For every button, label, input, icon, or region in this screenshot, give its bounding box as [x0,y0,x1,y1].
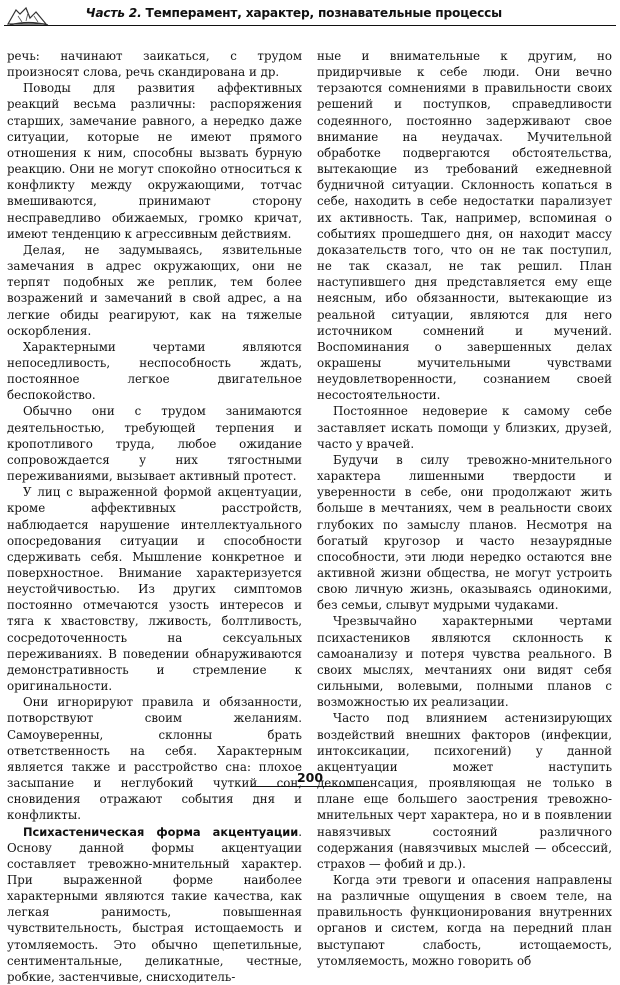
paragraph [317,403,612,451]
paragraph-text: Постоянное недоверие к самому себе заставляет искать помощи у близких, друзей, часто у врачей. [317,404,612,450]
chapter-title: Темперамент, характер, познавательные процессы [146,6,502,20]
paragraph [317,613,612,710]
paragraph-text: Поводы для развития аффективных реакций весьма различны: распоряжения старших, замечание равного, а нередко даже ситуации, которые не имеют прямого отношения к ним, способны вызвать бурную реакцию. Они не могут спокойно относиться к конфликту между окружающими, тотчас вмешиваются, принимают сторону несправедливо обижаемых, громко кричат, имеют тенденцию к агрессивным действиям. [7,81,302,240]
paragraph-text: Будучи в силу тревожно-мнительного характера лишенными твердости и уверенности в себе, они продолжают жить больше в мечтаниях, чем в реальности своих глубоких по замыслу планов. Несмотря на богатый кругозор и часто незаурядные способности, эти люди нередко остаются вне активной жизни общества, не могут устроить свою личную жизнь, оказываясь одинокими, без семьи, слывут мудрыми чудаками. [317,453,612,612]
header-rule [4,25,616,26]
paragraph-text: Часто под влиянием астенизирующих воздействий внешних факторов (инфекции, интоксикации, психогений) у данной акцентуации может наступить декомпенсация, проявляющая не только в плане еще большего заострения тревожно-мнительных черт характера, но и в появлении навязчивых состояний различного содержания (навязчивых мыслей — обсессий, страхов — фобий и др.). [317,711,612,870]
footer-rule [250,786,370,787]
part-label: Часть 2. [86,6,142,20]
paragraph [317,452,612,614]
paragraph [7,484,302,694]
paragraph-text: Они игнорируют правила и обязанности, потворствуют своим желаниям. Самоуверенны, склонны брать ответственность на себя. Характерным является также и расстройство сна: плохое засыпание и неглубокий чуткий сон, сновидения отражают события дня и конфликты. [7,695,302,822]
page-footer [0,765,620,795]
paragraph-text: Когда эти тревоги и опасения направлены на различные ощущения в своем теле, на правильность функционирования внутренних органов и систем, когда на передний план выступают слабость, истощаемость, утомляемость, можно говорить об [317,873,612,968]
paragraph-text: речь: начинают заикаться, с трудом произносят слова, речь скандирована и др. [7,49,302,79]
running-head [86,6,502,20]
paragraph-text: У лиц с выраженной формой акцентуации, кроме аффективных расстройств, наблюдается нарушение интеллектуального опосредования ситуации и способности сдерживать себя. Мышление конкретное и поверхностное. Внимание характеризуется неустойчивостью. Из других симптомов постоянно отмечаются узость интересов и тяга к хвастовству, лживость, болтливость, сосредоточенность на сексуальных переживаниях. В поведении обнаруживаются демонстративность и стремление к оригинальности. [7,485,302,693]
paragraph [7,80,302,242]
paragraph [7,824,302,985]
paragraph-text: ные и внимательные к другим, но придирчивые к себе люди. Они вечно терзаются сомнениями в правильности своих решений и поступков, справедливости содеянного, постоянно задерживают свое внимание на неудачах. Мучительной обработке подвергаются обстоятельства, вытекающие из требований ежедневной будничной ситуации. Склонность копаться в себе, находить в себе недостатки парализует их активность. Так, например, вспоминая о событиях прошедшего дня, он находит массу доказательств того, что он не так поступил, не так сказал, не так решил. План наступившего дня представляется ему еще неясным, ибо обязанности, вытекающие из реальной ситуации, являются для него источником сомнений и мучений. Воспоминания о завершенных делах окрашены мучительными чувствами неудовлетворенности, сознанием своей несостоятельности. [317,49,612,402]
paragraph [7,339,302,404]
left-column [7,48,302,985]
paragraph [7,48,302,80]
page-header [0,0,620,34]
right-column [317,48,612,969]
paragraph-text: Чрезвычайно характерными чертами психастеников являются склонность к самоанализу и потеря чувства реального. В своих мыслях, мечтаниях они видят себя сильными, волевыми, полными планов с возможностью их реализации. [317,614,612,709]
paragraph-text: Характерными чертами являются непоседливость, неспособность ждать, постоянное легкое двигательное беспокойство. [7,340,302,402]
paragraph [7,242,302,339]
paragraph [317,872,612,969]
section-heading: Психастеническая форма акцентуации [23,825,298,839]
paragraph [7,694,302,823]
paragraph [317,48,612,403]
paragraph-text: Делая, не задумываясь, язвительные замечания в адрес окружающих, они не терпят подобных же реплик, тем более возражений и замечаний в свой адрес, а на легкие обиды реагируют, как на тяжелые оскорбления. [7,243,302,338]
paragraph-text: Обычно они с трудом занимаются деятельностью, требующей терпения и кропотливого труда, любое ожидание сопровождается у них тягостными переживаниями, вызывает активный протест. [7,404,302,483]
page-number: 200 [0,770,620,785]
paragraph [7,403,302,484]
paragraph-text: . Основу данной формы акцентуации составляет тревожно-мнительный характер. При выраженной форме наиболее характерными являются такие качества, как легкая ранимость, повышенная чувствительность, быстрая истощаемость и утомляемость. Это обычно щепетильные, сентиментальные, деликатные, честные, робкие, застенчивые, снисходитель- [7,825,302,984]
